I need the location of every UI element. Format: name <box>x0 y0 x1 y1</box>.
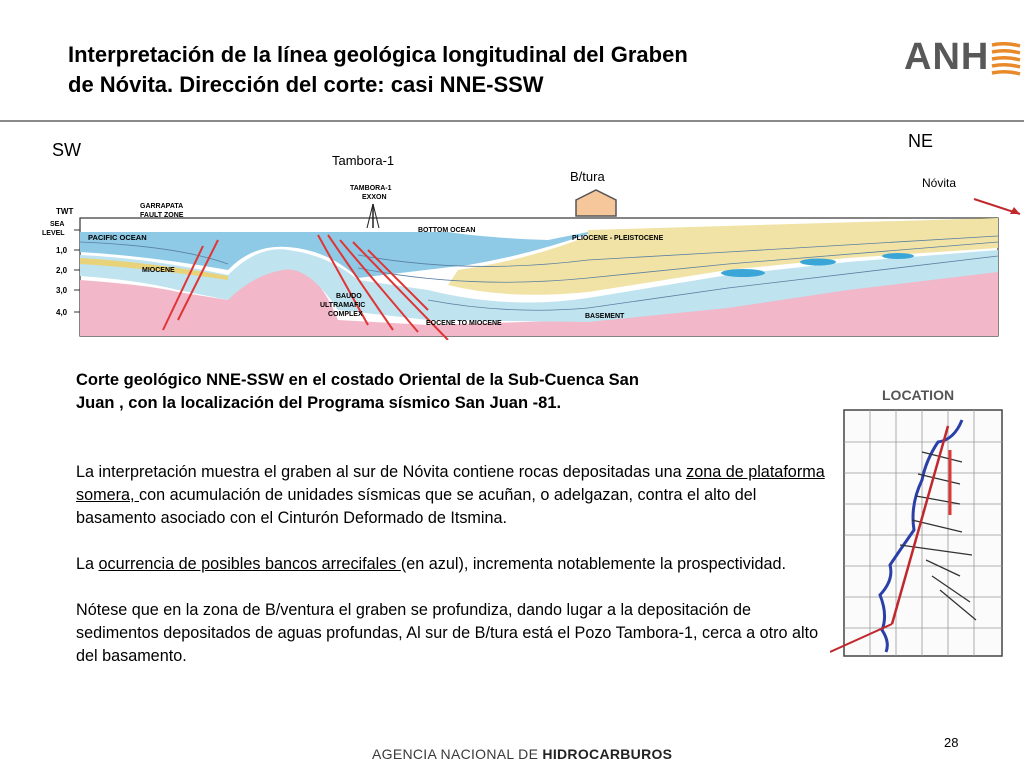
tambora-well-label-1: TAMBORA-1 <box>350 185 392 192</box>
caption-line1: Corte geológico NNE-SSW en el costado Oriental de la Sub-Cuenca San <box>76 371 639 389</box>
novita-label: Nóvita <box>922 176 957 190</box>
reef-body-2 <box>800 259 836 266</box>
underlined-phrase-2: ocurrencia de posibles bancos arrecifales <box>98 555 401 573</box>
depth-tick-3: 3,0 <box>56 286 68 295</box>
garrapata-label-2: FAULT ZONE <box>140 212 184 219</box>
footer-agency-bold: HIDROCARBUROS <box>542 746 673 762</box>
basement-label: BASEMENT <box>585 313 625 320</box>
sea-level-label-1: SEA <box>50 221 65 228</box>
caption-line2: Juan , con la localización del Programa sísmico San Juan -81. <box>76 394 562 412</box>
header-divider <box>0 120 1024 122</box>
body-paragraph-3: Nótese que en la zona de B/ventura el graben se profundiza, dando lugar a la depositación de sedimentos depositados de aguas profundas, Al sur de B/tura está el Pozo Tambora-1, cerca a otro alto del basamento. <box>76 601 819 665</box>
pliocene-label: PLIOCENE - PLEISTOCENE <box>572 235 664 242</box>
slide-title-line2: de Nóvita. Dirección del corte: casi NNE-SSW <box>68 72 544 97</box>
depth-tick-4: 4,0 <box>56 308 68 317</box>
pacific-ocean-label: PACIFIC OCEAN <box>88 233 147 242</box>
page-number: 28 <box>944 735 959 750</box>
anh-logo <box>904 36 1024 80</box>
body-paragraph-1: La interpretación muestra el graben al sur de Nóvita contiene rocas depositadas una zona de plataforma somera, con acumulación de unidades sísmicas que se acuñan, o adelgazan, contra el alto del basamento asociado con el Cinturón Deformado de Itsmina. <box>76 463 825 527</box>
location-map-title: LOCATION <box>882 387 955 403</box>
location-map <box>830 380 1006 660</box>
twt-axis-title: TWT <box>56 207 74 216</box>
tambora-well-label-2: EXXON <box>362 194 387 201</box>
bottom-ocean-label: BOTTOM OCEAN <box>418 227 476 234</box>
anh-stripes-icon <box>990 42 1022 76</box>
baudo-label-2: ULTRAMAFIC <box>320 302 366 309</box>
miocene-label: MIOCENE <box>142 267 175 274</box>
baudo-label-1: BAUDO <box>336 293 362 300</box>
body-paragraph-2: La ocurrencia de posibles bancos arrecifales (en azul), incrementa notablemente la prospectividad. <box>76 555 786 573</box>
depth-tick-1: 1,0 <box>56 246 68 255</box>
reef-body-3 <box>882 253 914 259</box>
body-text <box>76 461 836 691</box>
tambora-label: Tambora-1 <box>332 153 395 168</box>
direction-sw-label: SW <box>52 140 81 160</box>
depth-tick-2: 2,0 <box>56 266 68 275</box>
sea-level-label-2: LEVEL <box>42 230 65 237</box>
eocene-label: EOCENE TO MIOCENE <box>426 320 502 327</box>
btura-label: B/tura <box>570 169 605 184</box>
tambora-well-icon <box>367 204 379 228</box>
section-caption <box>76 369 816 415</box>
underlined-phrase-1: zona de plataforma somera, <box>76 463 825 504</box>
baudo-label-3: COMPLEX <box>328 311 363 318</box>
anh-logo-text: ANH <box>904 36 990 78</box>
garrapata-label-1: GARRAPATA <box>140 203 184 210</box>
direction-ne-label: NE <box>908 131 934 151</box>
reef-body-1 <box>721 269 765 277</box>
geologic-cross-section <box>28 180 1008 340</box>
footer-agency: AGENCIA NACIONAL DE HIDROCARBUROS <box>372 746 673 762</box>
slide-title <box>68 40 868 100</box>
slide-title-line1: Interpretación de la línea geológica longitudinal del Graben <box>68 42 688 67</box>
